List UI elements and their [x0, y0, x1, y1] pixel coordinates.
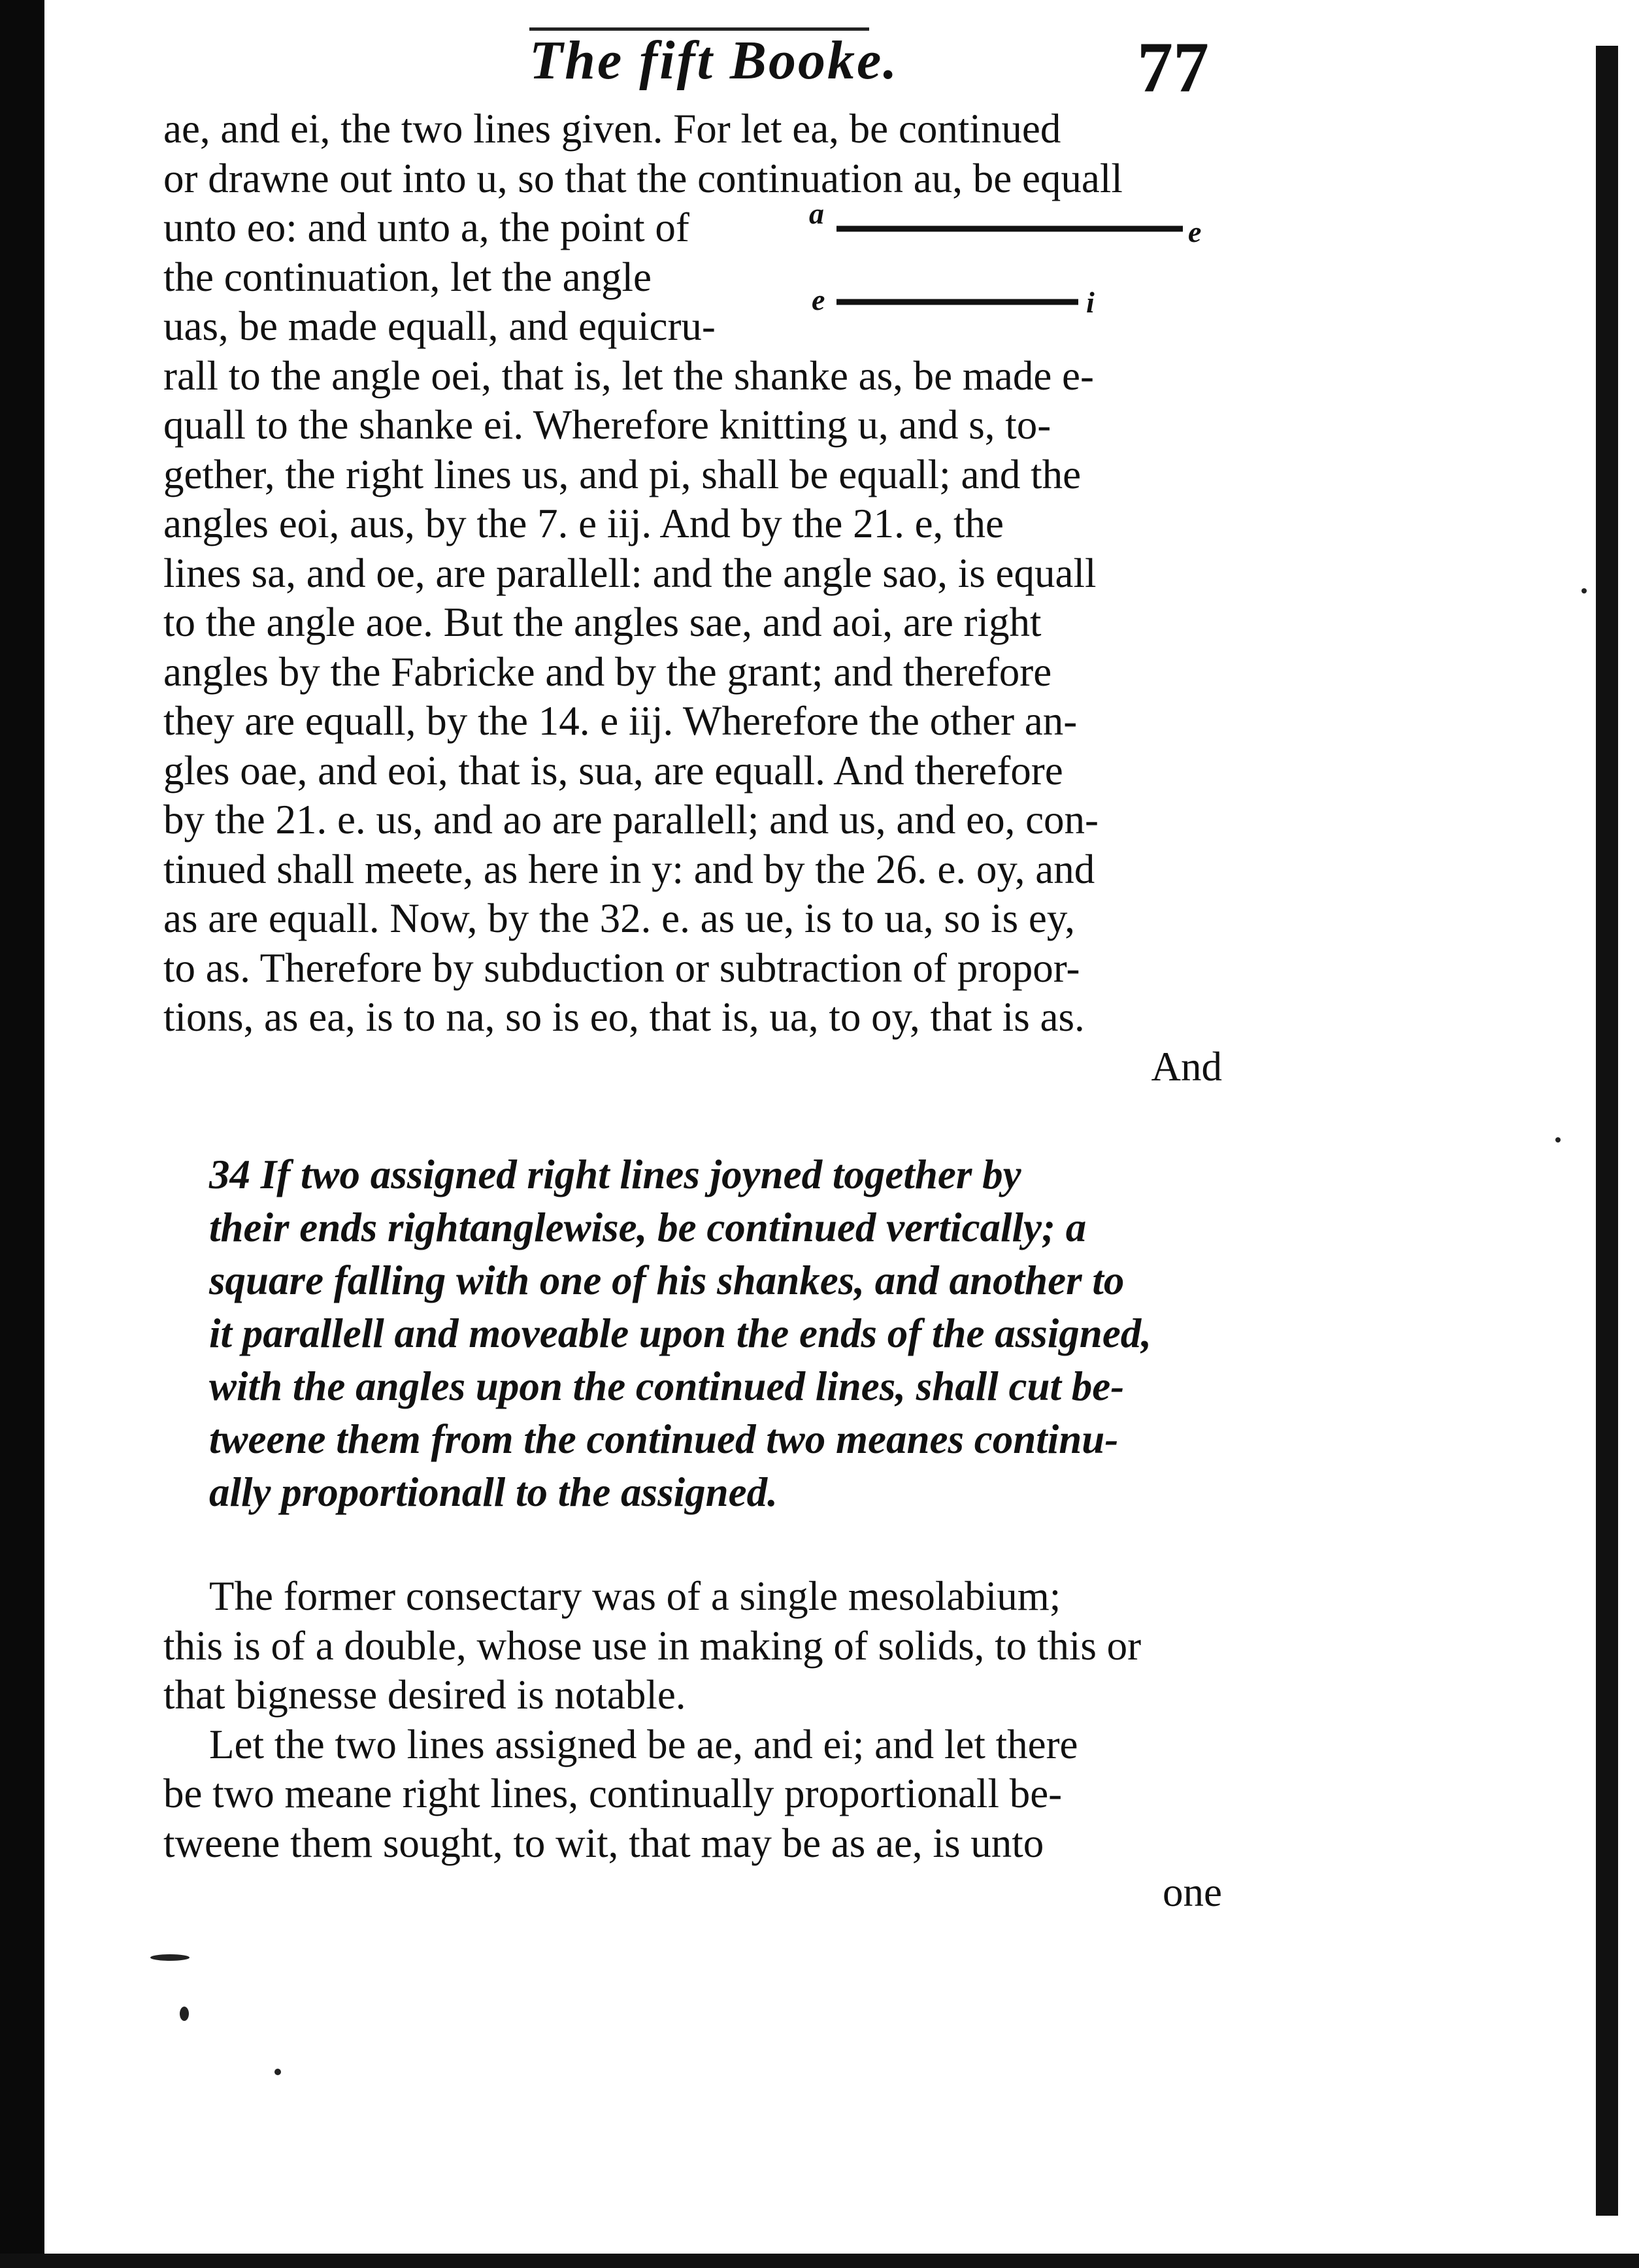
demonstration-paragraph [163, 105, 1222, 1092]
consectary-paragraph [163, 1572, 1222, 1918]
running-head: The fift Booke. [529, 30, 899, 91]
scan-speck [1555, 1137, 1561, 1142]
text-line: that bignesse desired is notable. [163, 1672, 686, 1718]
text-line: be two meane right lines, continually proportionall be- [163, 1771, 1063, 1816]
text-line: or drawne out into u, so that the continuation au, be equall [163, 155, 1123, 201]
text-line: they are equall, by the 14. e iij. Wherefore the other an- [163, 698, 1078, 744]
scan-bottom-edge [0, 2254, 1639, 2268]
text-line: uas, be made equall, and equicru- [163, 303, 716, 349]
proposition-line: with the angles upon the continued lines, shall cut be- [209, 1363, 1125, 1409]
proposition-line: square falling with one of his shankes, and another to [209, 1258, 1125, 1303]
text-line: unto eo: and unto a, the point of [163, 205, 689, 250]
text-line: gether, the right lines us, and pi, shall be equall; and the [163, 451, 1082, 497]
text-line: the continuation, let the angle [163, 254, 652, 300]
scan-speck [150, 1954, 190, 1961]
catchword: And [1151, 1043, 1222, 1090]
text-line: ae, and ei, the two lines given. For let ea, be continued [163, 106, 1061, 152]
page-number: 77 [1137, 27, 1209, 107]
figure-label-e-top: e [1188, 215, 1202, 248]
scan-speck [1581, 588, 1587, 593]
text-line: lines sa, and oe, are parallell: and the angle sao, is equall [163, 550, 1097, 596]
text-line: The former consectary was of a single mesolabium; [209, 1573, 1061, 1619]
scan-right-edge [1596, 46, 1618, 2216]
figure-label-a: a [809, 197, 824, 230]
text-line: gles oae, and eoi, that is, sua, are equall. And therefore [163, 747, 1063, 793]
text-line: tinued shall meete, as here in y: and by the 26. e. oy, and [163, 846, 1095, 892]
proposition-line: it parallell and moveable upon the ends of the assigned, [209, 1310, 1152, 1356]
text-line: Let the two lines assigned be ae, and ei; and let there [209, 1721, 1078, 1767]
text-line: tweene them sought, to wit, that may be as ae, is unto [163, 1820, 1044, 1866]
text-line: angles eoi, aus, by the 7. e iij. And by the 21. e, the [163, 501, 1004, 546]
catchword: one [1163, 1869, 1222, 1915]
text-line: by the 21. e. us, and ao are parallell; and us, and eo, con- [163, 797, 1099, 842]
text-line: tions, as ea, is to na, so is eo, that is, ua, to oy, that is as. [163, 994, 1085, 1040]
text-line: quall to the shanke ei. Wherefore knitting u, and s, to- [163, 402, 1051, 448]
text-line: as are equall. Now, by the 32. e. as ue, is to ua, so is ey, [163, 895, 1075, 941]
text-line: this is of a double, whose use in making of solids, to this or [163, 1622, 1142, 1669]
page-header [163, 26, 1209, 105]
scan-left-edge [0, 0, 44, 2268]
proposition-line: tweene them from the continued two meanes continu- [209, 1416, 1119, 1462]
text-line: rall to the angle oei, that is, let the shanke as, be made e- [163, 352, 1094, 399]
figure-label-i: i [1086, 286, 1095, 319]
figure-label-e-left: e [812, 283, 825, 316]
proposition-line: their ends rightanglewise, be continued vertically; a [209, 1205, 1087, 1250]
scan-speck [180, 2007, 189, 2021]
proposition-line: ally proportionall to the assigned. [209, 1469, 778, 1515]
text-line: angles by the Fabricke and by the grant; and therefore [163, 648, 1052, 695]
proposition-34 [209, 1150, 1222, 1521]
text-line: to as. Therefore by subduction or subtraction of propor- [163, 944, 1080, 991]
proposition-line: 34 If two assigned right lines joyned together by [209, 1152, 1021, 1197]
text-line: to the angle aoe. But the angles sae, and aoi, are right [163, 599, 1042, 645]
scan-speck [274, 2069, 281, 2075]
